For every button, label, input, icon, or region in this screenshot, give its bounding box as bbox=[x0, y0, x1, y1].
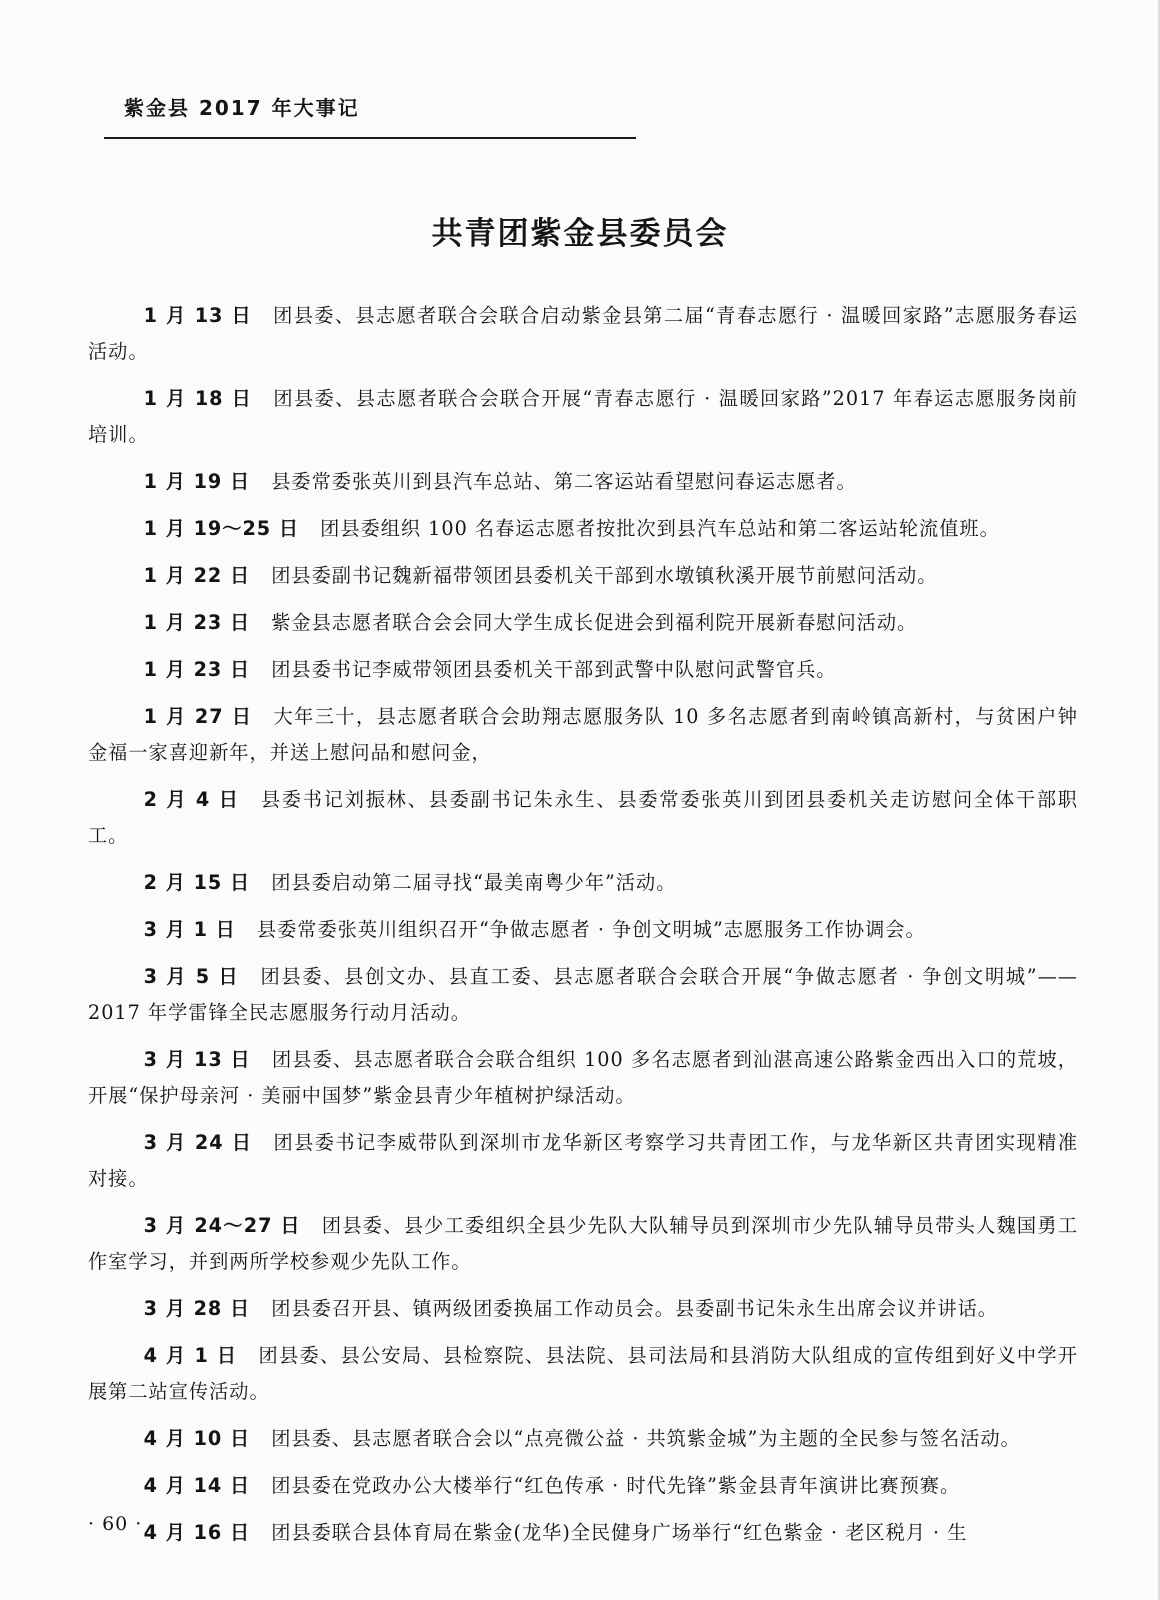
entry-text: 团县委组织 100 名春运志愿者按批次到县汽车总站和第二客运站轮流值班。 bbox=[320, 517, 1000, 540]
entry-text: 团县委在党政办公大楼举行“红色传承 · 时代先锋”紫金县青年演讲比赛预赛。 bbox=[271, 1474, 961, 1497]
entry-date: 3 月 24 日 bbox=[143, 1131, 253, 1154]
entry-date: 1 月 27 日 bbox=[143, 705, 253, 728]
entry-text: 团县委、县志愿者联合会联合启动紫金县第二届“青春志愿行 · 温暖回家路”志愿服务春运活动。 bbox=[88, 304, 1078, 363]
chronicle-entry bbox=[88, 1125, 1078, 1197]
entry-text: 团县委、县创文办、县直工委、县志愿者联合会联合开展“争做志愿者 · 争创文明城”——2017 年学雷锋全民志愿服务行动月活动。 bbox=[88, 965, 1078, 1024]
chronicle-entry bbox=[88, 1042, 1078, 1114]
entry-date: 1 月 13 日 bbox=[143, 304, 253, 327]
entry-text: 县委书记刘振林、县委副书记朱永生、县委常委张英川到团县委机关走访慰问全体干部职工。 bbox=[88, 788, 1078, 847]
entry-date: 3 月 1 日 bbox=[143, 918, 236, 941]
chronicle-entry bbox=[88, 865, 1078, 901]
entry-text: 团县委副书记魏新福带领团县委机关干部到水墩镇秋溪开展节前慰问活动。 bbox=[271, 564, 938, 587]
chronicle-entry bbox=[88, 782, 1078, 854]
entry-date: 3 月 5 日 bbox=[143, 965, 240, 988]
chronicle-entry bbox=[88, 605, 1078, 641]
chronicle-entry bbox=[88, 959, 1078, 1031]
entry-text: 县委常委张英川到县汽车总站、第二客运站看望慰问春运志愿者。 bbox=[271, 470, 857, 493]
chronicle-entry bbox=[88, 652, 1078, 688]
entry-date: 4 月 16 日 bbox=[143, 1521, 251, 1544]
entry-date: 1 月 19～25 日 bbox=[143, 517, 300, 540]
entry-text: 紫金县志愿者联合会会同大学生成长促进会到福利院开展新春慰问活动。 bbox=[271, 611, 918, 634]
chronicle-entry bbox=[88, 1421, 1078, 1457]
entry-date: 4 月 10 日 bbox=[143, 1427, 251, 1450]
running-head: 紫金县 2017 年大事记 bbox=[124, 96, 360, 120]
entry-text: 团县委召开县、镇两级团委换届工作动员会。县委副书记朱永生出席会议并讲话。 bbox=[271, 1297, 998, 1320]
entry-text: 团县委、县志愿者联合会以“点亮微公益 · 共筑紫金城”为主题的全民参与签名活动。 bbox=[271, 1427, 1021, 1450]
entry-text: 团县委启动第二届寻找“最美南粤少年”活动。 bbox=[271, 871, 677, 894]
entry-date: 4 月 14 日 bbox=[143, 1474, 251, 1497]
entry-date: 1 月 22 日 bbox=[143, 564, 251, 587]
chronicle-entry bbox=[88, 699, 1078, 771]
entry-date: 1 月 23 日 bbox=[143, 611, 251, 634]
chronicle-entry bbox=[88, 1515, 1078, 1551]
entry-text: 大年三十，县志愿者联合会助翔志愿服务队 10 多名志愿者到南岭镇高新村，与贫困户钟金福一家喜迎新年，并送上慰问品和慰问金， bbox=[88, 705, 1078, 764]
entry-date: 3 月 28 日 bbox=[143, 1297, 251, 1320]
entry-text: 团县委、县志愿者联合会联合组织 100 多名志愿者到汕湛高速公路紫金西出入口的荒坡，开展“保护母亲河 · 美丽中国梦”紫金县青少年植树护绿活动。 bbox=[88, 1048, 1078, 1107]
entry-date: 2 月 15 日 bbox=[143, 871, 251, 894]
entry-text: 团县委、县少工委组织全县少先队大队辅导员到深圳市少先队辅导员带头人魏国勇工作室学习，并到两所学校参观少先队工作。 bbox=[88, 1214, 1079, 1273]
header-rule bbox=[104, 137, 636, 139]
chronicle-entry bbox=[88, 464, 1078, 500]
entry-date: 3 月 13 日 bbox=[143, 1048, 251, 1071]
chronicle-entries bbox=[88, 298, 1078, 1562]
entry-text: 团县委书记李威带领团县委机关干部到武警中队慰问武警官兵。 bbox=[271, 658, 837, 681]
entry-date: 1 月 23 日 bbox=[143, 658, 251, 681]
chronicle-entry bbox=[88, 298, 1078, 370]
chronicle-entry bbox=[88, 511, 1078, 547]
chronicle-entry bbox=[88, 1208, 1078, 1280]
entry-date: 2 月 4 日 bbox=[143, 788, 240, 811]
chronicle-entry bbox=[88, 381, 1078, 453]
chronicle-entry bbox=[88, 1338, 1078, 1410]
entry-date: 3 月 24～27 日 bbox=[143, 1214, 301, 1237]
entry-text: 团县委、县公安局、县检察院、县法院、县司法局和县消防大队组成的宣传组到好义中学开展第二站宣传活动。 bbox=[88, 1344, 1079, 1403]
entry-text: 团县委、县志愿者联合会联合开展“青春志愿行 · 温暖回家路”2017 年春运志愿服务岗前培训。 bbox=[88, 387, 1078, 446]
chronicle-entry bbox=[88, 1468, 1078, 1504]
entry-text: 团县委联合县体育局在紫金(龙华)全民健身广场举行“红色紫金 · 老区税月 · 生 bbox=[271, 1521, 968, 1544]
entry-text: 团县委书记李威带队到深圳市龙华新区考察学习共青团工作，与龙华新区共青团实现精准对接。 bbox=[88, 1131, 1079, 1190]
page-number: · 60 · bbox=[88, 1513, 143, 1535]
entry-date: 1 月 18 日 bbox=[143, 387, 253, 410]
entry-date: 1 月 19 日 bbox=[143, 470, 251, 493]
chronicle-entry bbox=[88, 558, 1078, 594]
entry-date: 4 月 1 日 bbox=[143, 1344, 238, 1367]
page-title: 共青团紫金县委员会 bbox=[431, 216, 729, 252]
chronicle-entry bbox=[88, 912, 1078, 948]
entry-text: 县委常委张英川组织召开“争做志愿者 · 争创文明城”志愿服务工作协调会。 bbox=[256, 918, 926, 941]
chronicle-entry bbox=[88, 1291, 1078, 1327]
